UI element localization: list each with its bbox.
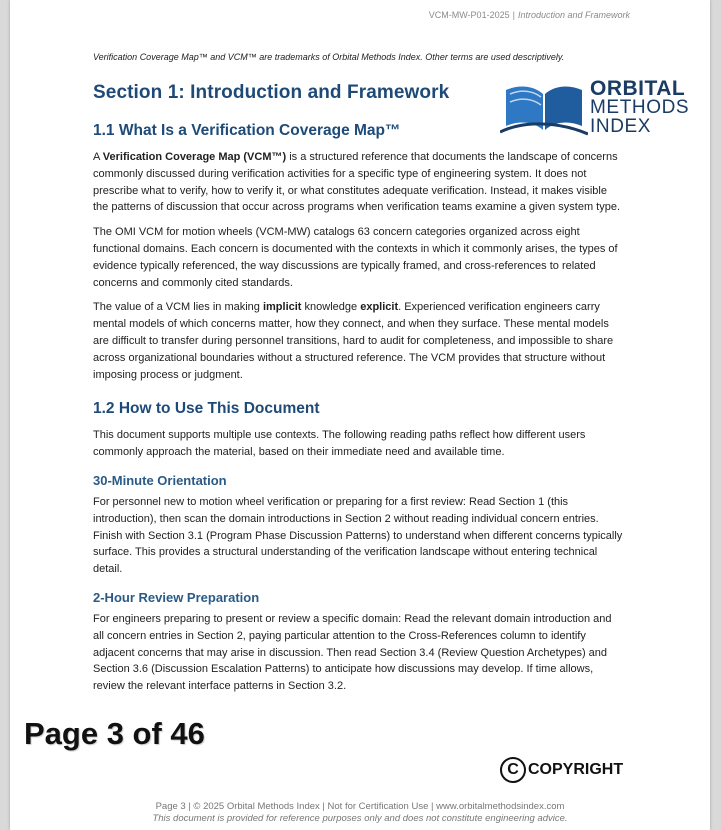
text-run: A (93, 151, 103, 163)
paragraph-use-contexts: This document supports multiple use contexts. The following reading paths reflect how different users commonly approach the material, based on their immediate need and available time. (93, 429, 586, 459)
logo-line-2: METHODS (590, 97, 690, 118)
text-run: is a structured reference that documents the landscape of concerns commonly discussed during verification activities for a specific type of engineering system. It does not prescribe what to verify, how to verify it, or what constitutes adequate verification. Instead, it makes visible the patterns of discussion that occur across programs when verification teams examine a given system type. (93, 151, 621, 214)
copyright-symbol-icon: C (500, 757, 526, 783)
page-footer (0, 801, 720, 825)
paragraph-30-minute-orientation: For personnel new to motion wheel verification or preparing for a first review: Read Section 1 (this introduction), then scan the domain introductions in Section 2 without reading individual concern entries. Finish with Section 3.1 (Program Phase Discussion Patterns) to understand when different concerns typically surface. This provides a structural understanding of the verification landscape without entering technical detail. (93, 495, 623, 576)
paragraph-vcm-definition (93, 149, 623, 216)
subsection-1-1-heading: 1.1 What Is a Verification Coverage Map™ (93, 122, 401, 139)
logo-line-3: INDEX (590, 116, 652, 137)
header-separator: | (512, 10, 515, 20)
copyright-mark (500, 757, 623, 783)
text-run: knowledge (301, 301, 361, 314)
bold-term: Verification Coverage Map (VCM™) (102, 151, 287, 163)
trademark-note: Verification Coverage Map™ and VCM™ are trademarks of Orbital Methods Index. Other terms are used descriptively. (93, 52, 565, 62)
paragraph-vcm-value (93, 299, 623, 383)
paragraph-vcm-mw-catalog: The OMI VCM for motion wheels (VCM-MW) catalogs 63 concern categories organized across eight functional domains. Each concern is documented with the contexts in which it commonly arises, the types of evidence typically referenced, the way discussions are typically framed, and cross-references to related concerns and commonly cited standards. (93, 226, 618, 289)
header-section-title: Introduction and Framework (517, 10, 630, 20)
heading-2-hour-review: 2-Hour Review Preparation (93, 589, 260, 605)
paragraph-2-hour-review: For engineers preparing to present or review a specific domain: Read the relevant domain introduction and all concern entries in Section 2, paying particular attention to the Cross-References column to identify adjacent concerns that may arise in discussion. Then read Section 3.4 (Review Question Archetypes) and Section 3.6 (Discussion Escalation Patterns) to anticipate how discussions may develop. If time allows, review the relevant interface patterns in Section 3.2. (93, 612, 612, 693)
text-run: The value of a VCM lies in making (93, 301, 263, 314)
footer-disclaimer: This document is provided for reference purposes only and does not constitute engineering advice. (152, 813, 568, 824)
subsection-1-2-heading: 1.2 How to Use This Document (93, 400, 320, 418)
logo-line-1: ORBITAL (590, 77, 686, 100)
copyright-word: COPYRIGHT (528, 761, 624, 778)
heading-30-minute-orientation: 30-Minute Orientation (93, 472, 227, 488)
footer-line-1: Page 3 | © 2025 Orbital Methods Index | Not for Certification Use | www.orbitalmethodsindex.com (155, 801, 565, 812)
bold-term: explicit (360, 301, 399, 314)
section-1-heading: Section 1: Introduction and Framework (93, 82, 450, 103)
page-number-stamp: Page 3 of 46 (24, 716, 205, 751)
running-header (429, 10, 630, 20)
document-page (10, 0, 710, 830)
bold-term: implicit (262, 301, 302, 314)
text-run: . Experienced verification engineers carry mental models of which concerns matter, how they connect, and when they surface. These mental models are difficult to transfer during personnel transitions, hard to audit for completeness, and impossible to share across organizational boundaries without a structured reference. The VCM provides that structure without imposing process or judgment. (93, 301, 614, 381)
page-body (93, 82, 623, 703)
header-doc-id: VCM-MW-P01-2025 (428, 10, 510, 20)
